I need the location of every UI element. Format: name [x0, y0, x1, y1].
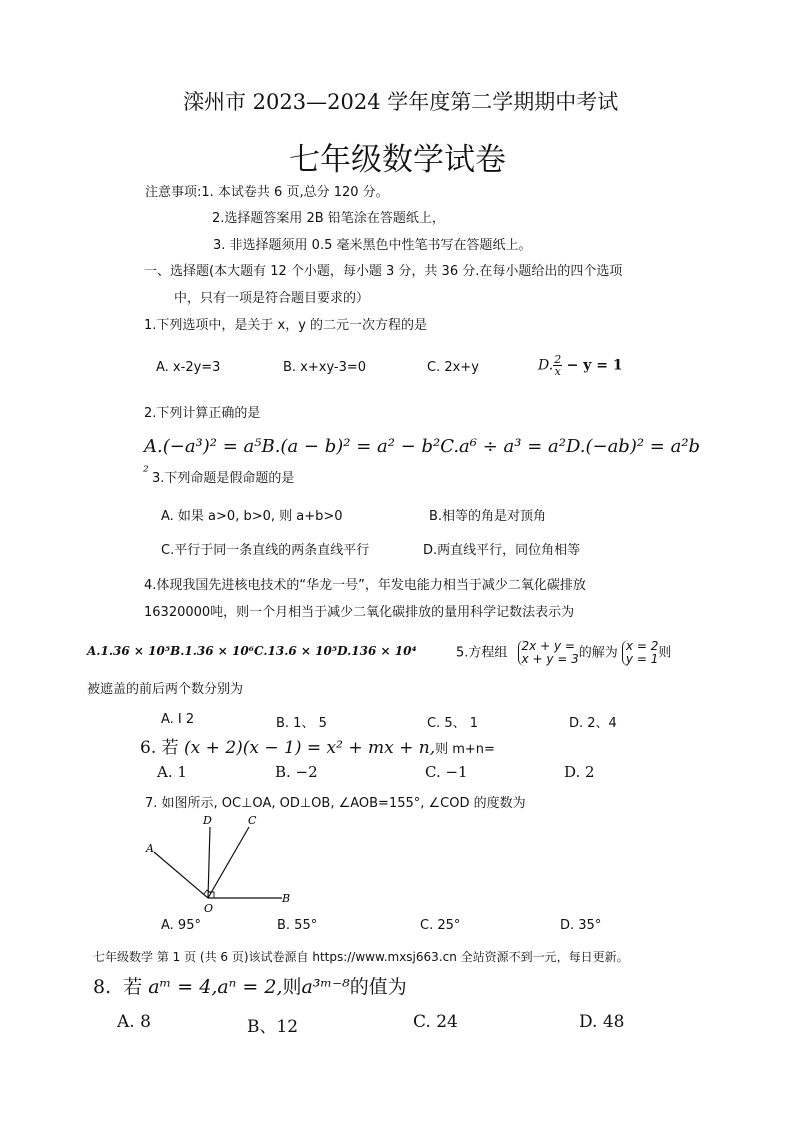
ray-oa — [154, 852, 208, 898]
ray-od — [208, 827, 210, 898]
label-o: O — [204, 902, 214, 915]
q8-stem-mid: 则 — [282, 976, 302, 998]
q7-option-c: C. 25° — [420, 918, 461, 933]
q8-option-d: D. 48 — [579, 1012, 625, 1032]
q1-option-d — [538, 354, 623, 377]
page-footer: 七年级数学 第 1 页 (共 6 页)该试卷源自 https://www.mxsj663.cn 全站资源不到一元，每日更新。 — [93, 950, 629, 964]
q3-option-a: A. 如果 a>0, b>0, 则 a+b>0 — [161, 509, 343, 524]
q8-number: 8. — [93, 976, 112, 998]
q5-system-2 — [622, 640, 658, 666]
q8-option-b: B、12 — [247, 1017, 299, 1037]
q7-stem: 7. 如图所示, OC⊥OA, OD⊥OB, ∠AOB=155°, ∠COD 的度数为 — [145, 796, 526, 811]
q7-angle-figure — [140, 806, 310, 916]
q6-equation: (x + 2)(x − 1) = x² + mx + n, — [184, 738, 436, 758]
q1-option-d-prefix: D. — [538, 357, 554, 374]
q8-stem-post: 的值为 — [349, 976, 407, 998]
q1-option-d-fraction — [553, 354, 562, 377]
q3-option-b: B.相等的角是对顶角 — [429, 509, 547, 524]
q8-equation: aᵐ = 4,aⁿ = 2, — [148, 976, 283, 998]
q5-system-1-line-2: x + y = 3 — [521, 652, 579, 666]
q5-mid: 的解为 — [578, 645, 618, 661]
q4-stem-line-1: 4.体现我国先进核电技术的“华龙一号”，年发电能力相当于减少二氧化碳排放 — [144, 578, 586, 593]
label-d: D — [203, 814, 212, 827]
notes-line-2: 2.选择题答案用 2B 铅笔涂在答题纸上， — [212, 211, 445, 226]
q5-system-2-line-2: y = 1 — [625, 652, 659, 666]
q1-stem: 1.下列选项中，是关于 x，y 的二元一次方程的是 — [144, 318, 428, 333]
label-b: B — [282, 892, 291, 905]
q5-suffix: 则 — [658, 645, 672, 661]
q3-option-d: D.两直线平行，同位角相等 — [423, 543, 581, 558]
q7-option-d: D. 35° — [560, 918, 602, 933]
q6-option-c: C. −1 — [425, 763, 468, 781]
label-a: A — [146, 842, 154, 855]
q5-option-d: D. 2、4 — [569, 716, 617, 731]
q1-option-b: B. x+xy-3=0 — [283, 360, 367, 375]
right-angle-mark-aoc — [204, 890, 211, 894]
q1-option-d-denominator: x — [554, 365, 561, 378]
exam-title: 滦州市 2023—2024 学年度第二学期期中考试 — [183, 90, 619, 114]
q5-option-b: B. 1、 5 — [276, 716, 327, 731]
q6-number: 6. — [140, 738, 157, 758]
notes-line-3: 3. 非选择题须用 0.5 毫米黑色中性笔书写在答题纸上。 — [213, 238, 532, 253]
q6-stem-pre: 若 — [161, 738, 179, 758]
q5-stem — [456, 640, 671, 666]
q6-stem — [140, 733, 495, 758]
q3-option-c: C.平行于同一条直线的两条直线平行 — [161, 543, 370, 558]
q6-stem-post: 则 m+n= — [435, 742, 495, 757]
q6-option-a: A. 1 — [157, 763, 187, 781]
q4-options: A.1.36 × 10⁵B.1.36 × 10⁶C.13.6 × 10⁵D.136 × 10⁴ — [87, 644, 417, 658]
notes-line-1: 注意事项:1. 本试卷共 6 页,总分 120 分。 — [145, 185, 389, 200]
q5-option-c: C. 5、 1 — [427, 716, 479, 731]
q3-stem: 3.下列命题是假命题的是 — [152, 471, 295, 486]
q2-options-wrap: ² — [143, 464, 149, 480]
q5-system-2-line-1: x = 2 — [625, 639, 659, 653]
q1-option-c: C. 2x+y — [427, 360, 479, 375]
q8-option-c: C. 24 — [413, 1012, 458, 1032]
label-c: C — [248, 814, 257, 827]
q1-option-d-numerator: 2 — [554, 353, 562, 366]
q8-stem — [93, 972, 407, 999]
q6-option-d: D. 2 — [564, 763, 595, 781]
q2-options: A.(−a³)² = a⁵B.(a − b)² = a² − b²C.a⁶ ÷ a³ = a²D.(−ab)² = a²b — [144, 436, 701, 457]
q1-option-d-tail: − y = 1 — [566, 357, 623, 374]
q6-option-b: B. −2 — [275, 763, 318, 781]
section1-heading: 一、选择题(本大题有 12 个小题，每小题 3 分，共 36 分.在每小题给出的四个选项 — [144, 264, 623, 279]
q5-option-a: A. I 2 — [161, 712, 195, 727]
q8-expression: a³ᵐ⁻⁸ — [301, 976, 350, 998]
q2-stem: 2.下列计算正确的是 — [144, 406, 261, 421]
q8-stem-pre: 若 — [123, 976, 143, 998]
q5-prefix: 5.方程组 — [456, 645, 508, 661]
ray-oc — [208, 827, 249, 898]
subject-title: 七年级数学试卷 — [289, 142, 506, 178]
q7-option-a: A. 95° — [161, 918, 201, 933]
q5-system-1 — [518, 640, 579, 666]
q5-system-1-line-1: 2x + y = — [521, 639, 575, 653]
q8-option-a: A. 8 — [117, 1012, 151, 1032]
q7-option-b: B. 55° — [277, 918, 318, 933]
section1-heading-cont: 中，只有一项是符合题目要求的） — [174, 291, 370, 306]
q5-stem-line-2: 被遮盖的前后两个数分别为 — [87, 682, 244, 697]
q4-stem-line-2: 16320000吨，则一个月相当于减少二氧化碳排放的量用科学记数法表示为 — [144, 605, 575, 620]
q1-option-a: A. x-2y=3 — [156, 360, 221, 375]
